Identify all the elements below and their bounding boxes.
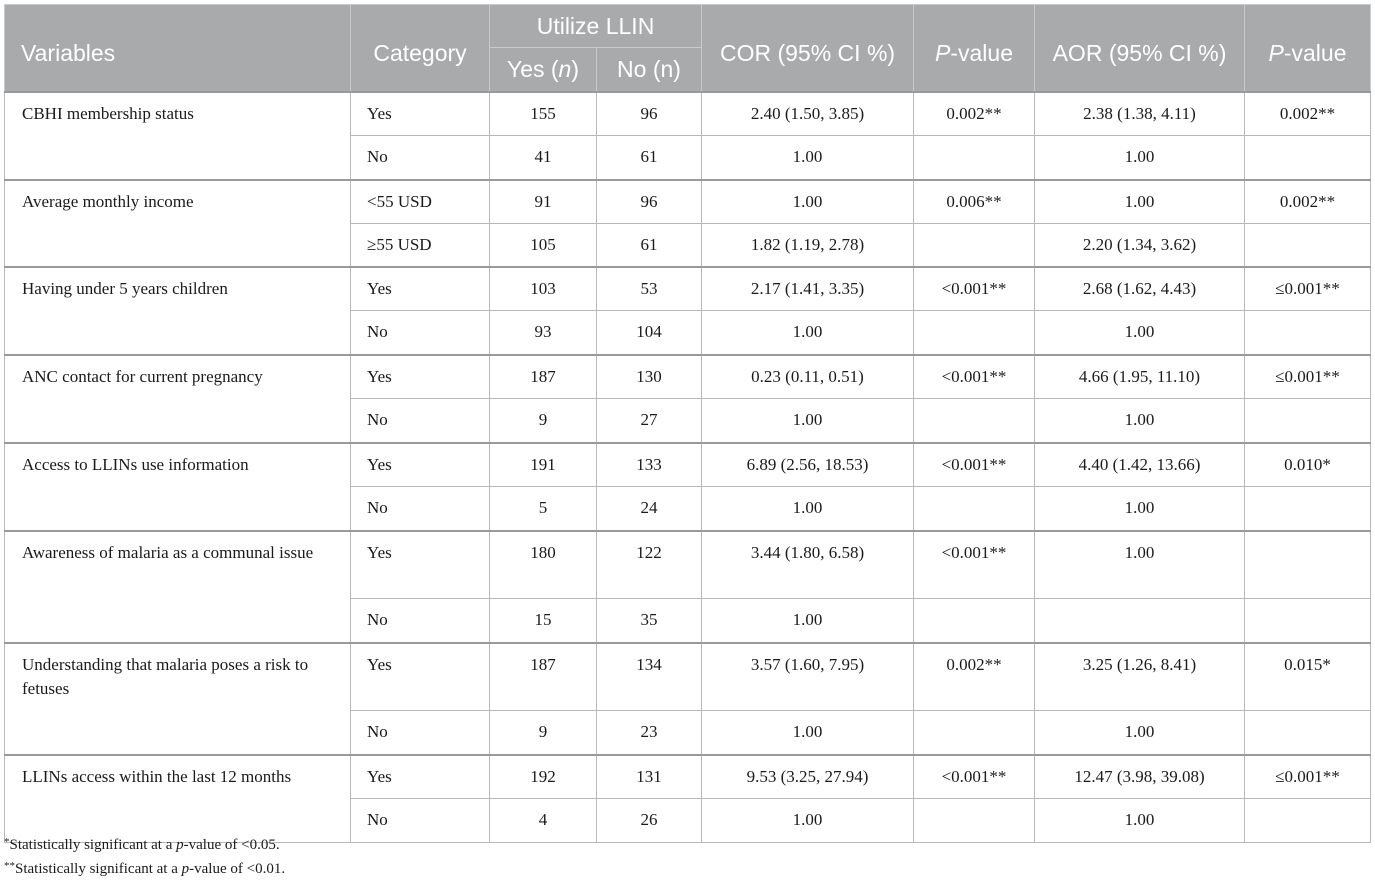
cor-cell: 1.00 — [702, 399, 914, 444]
no-count-cell: 104 — [597, 311, 702, 356]
aor-p-value-cell: 0.010* — [1245, 443, 1371, 487]
cor-cell: 3.44 (1.80, 6.58) — [702, 531, 914, 599]
no-count-cell: 24 — [597, 487, 702, 532]
footnote-2-p: p — [181, 861, 190, 877]
variable-cell: Having under 5 years children — [5, 267, 351, 355]
aor-p-value-cell — [1245, 487, 1371, 532]
yes-count-cell: 93 — [490, 311, 597, 356]
cor-p-value-cell: 0.006** — [914, 180, 1035, 224]
variable-cell: Average monthly income — [5, 180, 351, 267]
table-row — [5, 92, 1371, 136]
table-row — [5, 180, 1371, 224]
header-p-value-cor — [914, 5, 1035, 93]
table-row — [5, 531, 1371, 599]
header-category: Category — [351, 5, 490, 93]
header-yes-n-italic: n — [558, 56, 572, 82]
cor-cell: 6.89 (2.56, 18.53) — [702, 443, 914, 487]
cor-cell: 1.00 — [702, 711, 914, 756]
aor-p-value-cell: ≤0.001** — [1245, 355, 1371, 399]
table-row — [5, 355, 1371, 399]
aor-p-value-cell: ≤0.001** — [1245, 267, 1371, 311]
no-count-cell: 122 — [597, 531, 702, 599]
aor-p-value-cell: 0.002** — [1245, 180, 1371, 224]
aor-p-value-cell — [1245, 531, 1371, 599]
category-cell: No — [351, 311, 490, 356]
category-cell: No — [351, 799, 490, 843]
yes-count-cell: 103 — [490, 267, 597, 311]
footnote-1 — [4, 833, 285, 857]
header-cor: COR (95% CI %) — [702, 5, 914, 93]
cor-p-value-cell — [914, 711, 1035, 756]
cor-p-value-cell — [914, 136, 1035, 181]
yes-count-cell: 4 — [490, 799, 597, 843]
yes-count-cell: 9 — [490, 711, 597, 756]
footnote-1-mark: * — [4, 836, 10, 848]
yes-count-cell: 105 — [490, 224, 597, 268]
variable-cell: ANC contact for current pregnancy — [5, 355, 351, 443]
category-cell: Yes — [351, 267, 490, 311]
header-p-italic: P — [935, 39, 951, 66]
aor-cell: 1.00 — [1035, 399, 1245, 444]
aor-cell: 1.00 — [1035, 487, 1245, 532]
aor-cell: 12.47 (3.98, 39.08) — [1035, 755, 1245, 799]
aor-cell — [1035, 599, 1245, 644]
yes-count-cell: 187 — [490, 643, 597, 711]
cor-p-value-cell — [914, 224, 1035, 268]
no-count-cell: 27 — [597, 399, 702, 444]
variable-cell: LLINs access within the last 12 months — [5, 755, 351, 843]
no-count-cell: 26 — [597, 799, 702, 843]
aor-cell: 2.68 (1.62, 4.43) — [1035, 267, 1245, 311]
no-count-cell: 134 — [597, 643, 702, 711]
table-row — [5, 443, 1371, 487]
header-p-rest: -value — [1283, 39, 1347, 66]
cor-cell: 1.00 — [702, 136, 914, 181]
yes-count-cell: 91 — [490, 180, 597, 224]
yes-count-cell: 5 — [490, 487, 597, 532]
cor-p-value-cell: <0.001** — [914, 355, 1035, 399]
yes-count-cell: 191 — [490, 443, 597, 487]
category-cell: No — [351, 399, 490, 444]
no-count-cell: 96 — [597, 92, 702, 136]
variable-cell: Understanding that malaria poses a risk to fetuses — [5, 643, 351, 755]
no-count-cell: 23 — [597, 711, 702, 756]
aor-p-value-cell — [1245, 311, 1371, 356]
cor-cell: 2.17 (1.41, 3.35) — [702, 267, 914, 311]
aor-cell: 3.25 (1.26, 8.41) — [1035, 643, 1245, 711]
category-cell: Yes — [351, 92, 490, 136]
header-yes-suffix: ) — [571, 56, 580, 82]
no-count-cell: 61 — [597, 136, 702, 181]
category-cell: Yes — [351, 355, 490, 399]
variable-cell: CBHI membership status — [5, 92, 351, 180]
cor-cell: 1.00 — [702, 311, 914, 356]
aor-p-value-cell: 0.015* — [1245, 643, 1371, 711]
footnote-1-text: Statistically significant at a — [9, 837, 177, 853]
cor-cell: 1.00 — [702, 487, 914, 532]
aor-cell: 1.00 — [1035, 531, 1245, 599]
cor-cell: 1.82 (1.19, 2.78) — [702, 224, 914, 268]
header-aor: AOR (95% CI %) — [1035, 5, 1245, 93]
cor-cell: 9.53 (3.25, 27.94) — [702, 755, 914, 799]
category-cell: No — [351, 599, 490, 644]
yes-count-cell: 187 — [490, 355, 597, 399]
category-cell: Yes — [351, 643, 490, 711]
aor-cell: 1.00 — [1035, 711, 1245, 756]
category-cell: Yes — [351, 443, 490, 487]
yes-count-cell: 15 — [490, 599, 597, 644]
aor-cell: 1.00 — [1035, 799, 1245, 843]
header-p-italic: P — [1268, 39, 1284, 66]
header-p-rest: -value — [950, 39, 1014, 66]
no-count-cell: 61 — [597, 224, 702, 268]
footnote-2 — [4, 857, 285, 881]
aor-cell: 2.38 (1.38, 4.11) — [1035, 92, 1245, 136]
aor-cell: 1.00 — [1035, 311, 1245, 356]
category-cell: No — [351, 487, 490, 532]
no-count-cell: 133 — [597, 443, 702, 487]
category-cell: Yes — [351, 531, 490, 599]
aor-p-value-cell — [1245, 599, 1371, 644]
cor-cell: 1.00 — [702, 599, 914, 644]
cor-p-value-cell: <0.001** — [914, 531, 1035, 599]
cor-p-value-cell — [914, 311, 1035, 356]
table-row — [5, 755, 1371, 799]
regression-table — [4, 4, 1371, 843]
no-count-cell: 53 — [597, 267, 702, 311]
header-yes-n — [490, 48, 597, 93]
aor-p-value-cell — [1245, 224, 1371, 268]
table-row — [5, 267, 1371, 311]
category-cell: Yes — [351, 755, 490, 799]
cor-p-value-cell — [914, 799, 1035, 843]
aor-cell: 4.66 (1.95, 11.10) — [1035, 355, 1245, 399]
cor-cell: 1.00 — [702, 799, 914, 843]
no-count-cell: 130 — [597, 355, 702, 399]
aor-p-value-cell — [1245, 711, 1371, 756]
aor-p-value-cell: ≤0.001** — [1245, 755, 1371, 799]
cor-cell: 3.57 (1.60, 7.95) — [702, 643, 914, 711]
footnote-1-p: p — [176, 837, 184, 853]
category-cell: No — [351, 136, 490, 181]
aor-cell: 1.00 — [1035, 136, 1245, 181]
header-yes-prefix: Yes ( — [506, 56, 559, 82]
aor-p-value-cell — [1245, 799, 1371, 843]
aor-p-value-cell — [1245, 136, 1371, 181]
cor-p-value-cell — [914, 599, 1035, 644]
cor-p-value-cell: <0.001** — [914, 755, 1035, 799]
header-no-n: No (n) — [597, 48, 702, 93]
cor-cell: 0.23 (0.11, 0.51) — [702, 355, 914, 399]
cor-p-value-cell: 0.002** — [914, 92, 1035, 136]
yes-count-cell: 41 — [490, 136, 597, 181]
cor-p-value-cell: 0.002** — [914, 643, 1035, 711]
cor-p-value-cell: <0.001** — [914, 267, 1035, 311]
yes-count-cell: 155 — [490, 92, 597, 136]
no-count-cell: 131 — [597, 755, 702, 799]
category-cell: No — [351, 711, 490, 756]
cor-cell: 1.00 — [702, 180, 914, 224]
yes-count-cell: 180 — [490, 531, 597, 599]
header-variables: Variables — [5, 5, 351, 93]
header-p-value-aor — [1245, 5, 1371, 93]
footnote-2-text: Statistically significant at a — [15, 861, 182, 877]
header-utilize-llin: Utilize LLIN — [490, 5, 702, 48]
aor-cell: 2.20 (1.34, 3.62) — [1035, 224, 1245, 268]
aor-p-value-cell — [1245, 399, 1371, 444]
category-cell: ≥55 USD — [351, 224, 490, 268]
aor-cell: 1.00 — [1035, 180, 1245, 224]
category-cell: <55 USD — [351, 180, 490, 224]
variable-cell: Access to LLINs use information — [5, 443, 351, 531]
aor-cell: 4.40 (1.42, 13.66) — [1035, 443, 1245, 487]
cor-p-value-cell — [914, 487, 1035, 532]
cor-p-value-cell: <0.001** — [914, 443, 1035, 487]
variable-cell: Awareness of malaria as a communal issue — [5, 531, 351, 643]
table-row — [5, 643, 1371, 711]
no-count-cell: 96 — [597, 180, 702, 224]
cor-cell: 2.40 (1.50, 3.85) — [702, 92, 914, 136]
no-count-cell: 35 — [597, 599, 702, 644]
footnote-1-value: -value of <0.05. — [183, 837, 280, 853]
aor-p-value-cell: 0.002** — [1245, 92, 1371, 136]
footnote-2-mark: ** — [4, 860, 15, 872]
footnote-2-value: -value of <0.01. — [189, 861, 286, 877]
yes-count-cell: 9 — [490, 399, 597, 444]
cor-p-value-cell — [914, 399, 1035, 444]
footnotes — [4, 833, 285, 881]
yes-count-cell: 192 — [490, 755, 597, 799]
